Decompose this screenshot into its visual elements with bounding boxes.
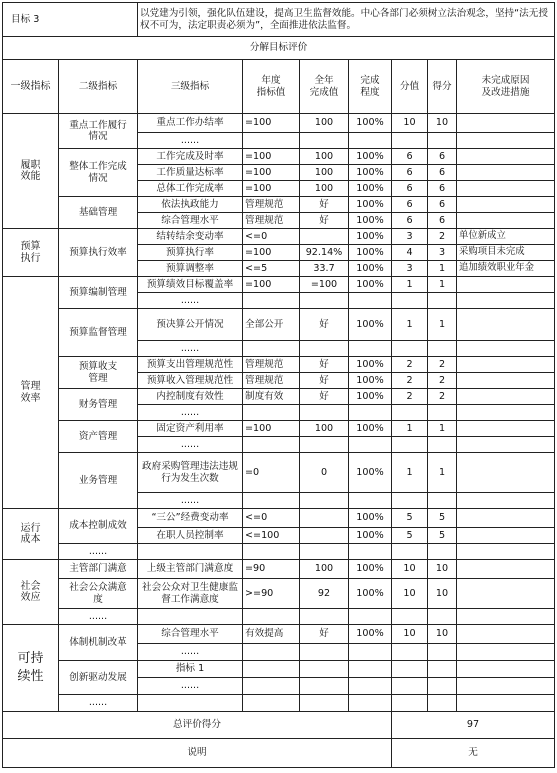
level1-g3: 管理 效率 [3, 277, 59, 509]
reason-cell: 采购项目未完成 [457, 245, 555, 261]
reason-cell [457, 293, 555, 309]
score-cell [428, 609, 457, 625]
level3-cell: 工作完成及时率 [138, 149, 243, 165]
level2-cell: 预算执行效率 [59, 229, 138, 277]
level3-cell: 重点工作办结率 [138, 114, 243, 133]
table-row [3, 560, 555, 579]
total-label: 总评价得分 [3, 712, 392, 739]
level3-cell: ...... [138, 678, 243, 695]
level3-cell: ...... [138, 644, 243, 661]
level3-cell: 社会公众对卫生健康监督工作满意度 [138, 579, 243, 609]
header-target: 年度 指标值 [243, 60, 300, 114]
rate-cell [349, 544, 392, 560]
level3-cell [138, 609, 243, 625]
actual-cell [300, 133, 349, 149]
level3-cell: 预算执行率 [138, 245, 243, 261]
level3-cell [138, 544, 243, 560]
table-row [3, 579, 555, 609]
reason-cell [457, 389, 555, 405]
score-cell: 1 [428, 277, 457, 293]
score-cell [428, 695, 457, 712]
rate-cell: 100% [349, 165, 392, 181]
level3-cell: ...... [138, 133, 243, 149]
rate-cell: 100% [349, 114, 392, 133]
actual-cell [300, 695, 349, 712]
target-cell [243, 293, 300, 309]
level2-cell: 财务管理 [59, 389, 138, 421]
actual-cell: 好 [300, 309, 349, 341]
score-value-cell [392, 341, 428, 357]
level3-cell: 结转结余变动率 [138, 229, 243, 245]
level3-cell: 固定资产利用率 [138, 421, 243, 437]
score-value-cell: 4 [392, 245, 428, 261]
rate-cell [349, 293, 392, 309]
level2-cell: ...... [59, 695, 138, 712]
score-value-cell [392, 405, 428, 421]
target-cell: =90 [243, 560, 300, 579]
score-value-cell: 3 [392, 261, 428, 277]
level3-cell: ...... [138, 405, 243, 421]
table-row [3, 609, 555, 625]
rate-cell: 100% [349, 528, 392, 544]
level3-cell [138, 695, 243, 712]
reason-cell [457, 149, 555, 165]
score-value-cell: 1 [392, 277, 428, 293]
target-cell [243, 644, 300, 661]
rate-cell [349, 695, 392, 712]
total-value: 97 [392, 712, 555, 739]
score-cell: 10 [428, 625, 457, 644]
rate-cell: 100% [349, 389, 392, 405]
target-cell: =100 [243, 421, 300, 437]
table-row [3, 197, 555, 213]
level2-cell: 基础管理 [59, 197, 138, 229]
reason-cell [457, 114, 555, 133]
header-l1: 一级指标 [3, 60, 59, 114]
score-cell: 1 [428, 309, 457, 341]
score-value-cell: 6 [392, 197, 428, 213]
table-row [3, 277, 555, 293]
level2-cell: 预算监督管理 [59, 309, 138, 357]
actual-cell [300, 405, 349, 421]
score-cell: 1 [428, 261, 457, 277]
target-cell: 制度有效 [243, 389, 300, 405]
level2-cell: 主管部门满意 [59, 560, 138, 579]
score-cell: 10 [428, 114, 457, 133]
score-value-cell: 10 [392, 114, 428, 133]
score-value-cell: 2 [392, 357, 428, 373]
reason-cell [457, 133, 555, 149]
score-cell: 6 [428, 181, 457, 197]
rate-cell: 100% [349, 357, 392, 373]
reason-cell [457, 165, 555, 181]
score-value-cell: 3 [392, 229, 428, 245]
target-cell [243, 678, 300, 695]
header-actual: 全年 完成值 [300, 60, 349, 114]
level3-cell: ...... [138, 437, 243, 453]
score-value-cell: 2 [392, 373, 428, 389]
rate-cell [349, 493, 392, 509]
actual-cell: 好 [300, 625, 349, 644]
score-cell [428, 133, 457, 149]
reason-cell: 单位新成立 [457, 229, 555, 245]
target-cell [243, 437, 300, 453]
level2-cell: ...... [59, 544, 138, 560]
rate-cell [349, 133, 392, 149]
actual-cell: 0 [300, 453, 349, 493]
reason-cell [457, 453, 555, 493]
reason-cell [457, 560, 555, 579]
header-score-value: 分值 [392, 60, 428, 114]
score-cell: 6 [428, 165, 457, 181]
actual-cell: 好 [300, 197, 349, 213]
level3-cell: ...... [138, 341, 243, 357]
level2-cell: 重点工作履行 情况 [59, 114, 138, 149]
score-value-cell: 10 [392, 579, 428, 609]
reason-cell [457, 493, 555, 509]
score-cell [428, 661, 457, 678]
table-row [3, 544, 555, 560]
score-cell [428, 644, 457, 661]
target-cell: =100 [243, 165, 300, 181]
actual-cell: 好 [300, 213, 349, 229]
actual-cell: 100 [300, 181, 349, 197]
reason-cell [457, 695, 555, 712]
target-cell: 管理规范 [243, 357, 300, 373]
reason-cell [457, 277, 555, 293]
reason-cell [457, 509, 555, 528]
score-cell: 10 [428, 560, 457, 579]
reason-cell [457, 678, 555, 695]
level2-cell: 社会公众满意 度 [59, 579, 138, 609]
actual-cell: 100 [300, 149, 349, 165]
level3-cell: 预决算公开情况 [138, 309, 243, 341]
level3-cell: 在职人员控制率 [138, 528, 243, 544]
score-value-cell: 6 [392, 149, 428, 165]
score-value-cell [392, 609, 428, 625]
level2-cell: 创新驱动发展 [59, 661, 138, 695]
actual-cell: 100 [300, 421, 349, 437]
note-label: 说明 [3, 739, 392, 768]
score-cell [428, 293, 457, 309]
rate-cell: 100% [349, 509, 392, 528]
score-value-cell [392, 293, 428, 309]
actual-cell [300, 544, 349, 560]
table-row [3, 114, 555, 133]
rate-cell: 100% [349, 560, 392, 579]
score-value-cell: 5 [392, 528, 428, 544]
rate-cell [349, 661, 392, 678]
actual-cell [300, 493, 349, 509]
score-cell: 1 [428, 421, 457, 437]
score-cell [428, 678, 457, 695]
reason-cell [457, 625, 555, 644]
score-cell [428, 405, 457, 421]
evaluation-table [2, 2, 555, 768]
actual-cell: 好 [300, 373, 349, 389]
level3-cell: 总体工作完成率 [138, 181, 243, 197]
actual-cell [300, 644, 349, 661]
table-row [3, 421, 555, 437]
rate-cell: 100% [349, 373, 392, 389]
target-cell: >=90 [243, 579, 300, 609]
target-cell: 管理规范 [243, 373, 300, 389]
target-cell [243, 661, 300, 678]
actual-cell [300, 509, 349, 528]
score-value-cell: 6 [392, 165, 428, 181]
target-cell: =100 [243, 114, 300, 133]
score-value-cell: 10 [392, 625, 428, 644]
actual-cell [300, 293, 349, 309]
score-cell: 2 [428, 229, 457, 245]
level1-g4: 运行 成本 [3, 509, 59, 560]
score-value-cell [392, 437, 428, 453]
level1-g1: 履职 效能 [3, 114, 59, 229]
score-value-cell: 2 [392, 389, 428, 405]
level3-cell: 指标 1 [138, 661, 243, 678]
goal-text: 以党建为引领，强化队伍建设，提高卫生监督效能。中心各部门必须树立法治观念，坚持“法无授权不可为，法定职责必须为”，全面推进依法监督。 [138, 3, 555, 37]
score-cell: 2 [428, 373, 457, 389]
reason-cell [457, 213, 555, 229]
score-cell: 1 [428, 453, 457, 493]
actual-cell [300, 528, 349, 544]
level3-cell: 预算收入管理规范性 [138, 373, 243, 389]
rate-cell [349, 609, 392, 625]
target-cell: <=5 [243, 261, 300, 277]
table-row [3, 625, 555, 644]
rate-cell [349, 644, 392, 661]
level1-g2: 预算 执行 [3, 229, 59, 277]
level3-cell: 综合管理水平 [138, 625, 243, 644]
goal-label: 目标 3 [3, 3, 138, 37]
target-cell: =100 [243, 277, 300, 293]
actual-cell: 100 [300, 560, 349, 579]
actual-cell [300, 661, 349, 678]
level2-cell: 资产管理 [59, 421, 138, 453]
level3-cell: 工作质量达标率 [138, 165, 243, 181]
target-cell [243, 405, 300, 421]
target-cell: =100 [243, 149, 300, 165]
reason-cell [457, 197, 555, 213]
score-value-cell [392, 544, 428, 560]
level2-cell: 业务管理 [59, 453, 138, 509]
rate-cell: 100% [349, 277, 392, 293]
actual-cell: 好 [300, 357, 349, 373]
actual-cell [300, 678, 349, 695]
reason-cell: 追加绩效职业年金 [457, 261, 555, 277]
level3-cell: “三公”经费变动率 [138, 509, 243, 528]
header-rate: 完成 程度 [349, 60, 392, 114]
actual-cell: 100 [300, 114, 349, 133]
level3-cell: 预算支出管理规范性 [138, 357, 243, 373]
target-cell: 管理规范 [243, 213, 300, 229]
table-row [3, 389, 555, 405]
score-cell [428, 493, 457, 509]
score-cell [428, 544, 457, 560]
reason-cell [457, 437, 555, 453]
reason-cell [457, 579, 555, 609]
table-row [3, 695, 555, 712]
actual-cell [300, 341, 349, 357]
rate-cell: 100% [349, 625, 392, 644]
level3-cell: 政府采购管理违法违规行为发生次数 [138, 453, 243, 493]
reason-cell [457, 373, 555, 389]
score-value-cell [392, 661, 428, 678]
score-value-cell [392, 644, 428, 661]
actual-cell: 92.14% [300, 245, 349, 261]
score-cell: 5 [428, 528, 457, 544]
level2-cell: 体制机制改革 [59, 625, 138, 661]
target-cell: <=0 [243, 509, 300, 528]
level2-cell: ...... [59, 609, 138, 625]
target-cell: <=0 [243, 229, 300, 245]
table-row [3, 229, 555, 245]
header-l3: 三级指标 [138, 60, 243, 114]
rate-cell: 100% [349, 213, 392, 229]
level1-g6: 可持 续性 [3, 625, 59, 712]
actual-cell: =100 [300, 277, 349, 293]
rate-cell: 100% [349, 197, 392, 213]
rate-cell [349, 341, 392, 357]
score-cell: 3 [428, 245, 457, 261]
target-cell [243, 609, 300, 625]
score-cell: 6 [428, 213, 457, 229]
score-value-cell: 1 [392, 309, 428, 341]
score-value-cell [392, 493, 428, 509]
actual-cell [300, 437, 349, 453]
header-reason: 未完成原因 及改进措施 [457, 60, 555, 114]
reason-cell [457, 181, 555, 197]
rate-cell [349, 405, 392, 421]
target-cell: 有效提高 [243, 625, 300, 644]
target-cell [243, 493, 300, 509]
table-row [3, 149, 555, 165]
score-value-cell: 6 [392, 213, 428, 229]
note-value: 无 [392, 739, 555, 768]
level3-cell: 依法执政能力 [138, 197, 243, 213]
rate-cell [349, 678, 392, 695]
reason-cell [457, 357, 555, 373]
score-cell [428, 341, 457, 357]
rate-cell: 100% [349, 149, 392, 165]
score-cell: 2 [428, 389, 457, 405]
actual-cell: 好 [300, 389, 349, 405]
actual-cell: 100 [300, 165, 349, 181]
level3-cell: 预算调整率 [138, 261, 243, 277]
score-cell: 6 [428, 197, 457, 213]
target-cell [243, 133, 300, 149]
reason-cell [457, 609, 555, 625]
reason-cell [457, 421, 555, 437]
header-l2: 二级指标 [59, 60, 138, 114]
actual-cell [300, 609, 349, 625]
level3-cell: 上级主管部门满意度 [138, 560, 243, 579]
score-cell [428, 437, 457, 453]
level2-cell: 预算收支 管理 [59, 357, 138, 389]
level2-cell: 整体工作完成 情况 [59, 149, 138, 197]
reason-cell [457, 644, 555, 661]
actual-cell: 33.7 [300, 261, 349, 277]
table-row [3, 509, 555, 528]
rate-cell: 100% [349, 229, 392, 245]
score-value-cell: 5 [392, 509, 428, 528]
target-cell [243, 544, 300, 560]
rate-cell: 100% [349, 181, 392, 197]
section-title: 分解目标评价 [3, 37, 555, 60]
level3-cell: ...... [138, 293, 243, 309]
actual-cell: 92 [300, 579, 349, 609]
reason-cell [457, 309, 555, 341]
reason-cell [457, 405, 555, 421]
score-value-cell: 6 [392, 181, 428, 197]
reason-cell [457, 661, 555, 678]
rate-cell: 100% [349, 421, 392, 437]
table-row [3, 309, 555, 341]
level3-cell: 内控制度有效性 [138, 389, 243, 405]
level3-cell: 综合管理水平 [138, 213, 243, 229]
score-value-cell [392, 678, 428, 695]
score-value-cell [392, 695, 428, 712]
table-row [3, 453, 555, 493]
score-value-cell: 10 [392, 560, 428, 579]
target-cell: =0 [243, 453, 300, 493]
score-cell: 5 [428, 509, 457, 528]
reason-cell [457, 544, 555, 560]
score-cell: 10 [428, 579, 457, 609]
rate-cell: 100% [349, 245, 392, 261]
rate-cell: 100% [349, 309, 392, 341]
actual-cell [300, 229, 349, 245]
reason-cell [457, 528, 555, 544]
score-cell: 6 [428, 149, 457, 165]
score-value-cell: 1 [392, 421, 428, 437]
level3-cell: ...... [138, 493, 243, 509]
level2-cell: 成本控制成效 [59, 509, 138, 544]
target-cell [243, 341, 300, 357]
rate-cell: 100% [349, 453, 392, 493]
rate-cell [349, 437, 392, 453]
target-cell: =100 [243, 245, 300, 261]
rate-cell: 100% [349, 579, 392, 609]
target-cell: =100 [243, 181, 300, 197]
target-cell: 全部公开 [243, 309, 300, 341]
score-cell: 2 [428, 357, 457, 373]
table-row [3, 661, 555, 678]
target-cell: <=100 [243, 528, 300, 544]
level2-cell: 预算编制管理 [59, 277, 138, 309]
score-value-cell: 1 [392, 453, 428, 493]
table-row [3, 357, 555, 373]
target-cell: 管理规范 [243, 197, 300, 213]
header-score: 得分 [428, 60, 457, 114]
level1-g5: 社会 效应 [3, 560, 59, 625]
target-cell [243, 695, 300, 712]
rate-cell: 100% [349, 261, 392, 277]
reason-cell [457, 341, 555, 357]
score-value-cell [392, 133, 428, 149]
level3-cell: 预算绩效目标覆盖率 [138, 277, 243, 293]
